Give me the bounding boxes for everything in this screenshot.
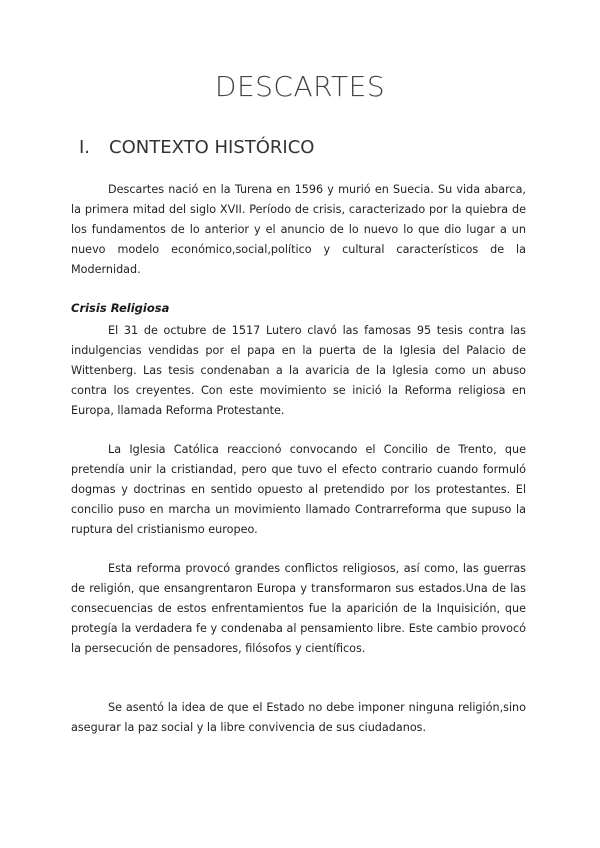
paragraph-contrarreforma: La Iglesia Católica reaccionó convocando el Concilio de Trento, que pretendía unir la cristiandad, pero que tuvo el efecto contrario cuando formuló dogmas y doctrinas en sentido opuesto al pretendido por los protestantes. El concilio puso en marcha un movimiento llamado Contrarreforma que supuso la ruptura del cristianismo europeo.: [71, 443, 526, 536]
section-heading: [79, 137, 314, 158]
document-title: DESCARTES: [214, 70, 386, 103]
intro-paragraph: Descartes nació en la Turena en 1596 y murió en Suecia. Su vida abarca, la primera mitad del siglo XVII. Período de crisis, caracterizado por la quiebra de los fundamentos de lo anterior y el anuncio de lo nuevo lo que dio lugar a un nuevo modelo económico,social,político y cultural característicos de la Modernidad.: [71, 183, 526, 276]
paragraph-conflictos: Esta reforma provocó grandes conflictos religiosos, así como, las guerras de religión, que ensangrentaron Europa y transformaron sus estados.Una de las consecuencias de estos enfrentamientos fue la aparición de la Inquisición, que protegía la verdadera fe y condenaba al pensamiento libre. Este cambio provocó la persecución de pensadores, filósofos y científicos.: [71, 562, 526, 655]
subheading-crisis-religiosa: Crisis Religiosa: [71, 301, 170, 315]
paragraph-estado: Se asentó la idea de que el Estado no debe imponer ninguna religión,sino asegurar la paz social y la libre convivencia de sus ciudadanos.: [71, 701, 526, 734]
section-number: I.: [79, 137, 91, 158]
section-title: CONTEXTO HISTÓRICO: [109, 137, 315, 158]
paragraph-reforma: El 31 de octubre de 1517 Lutero clavó las famosas 95 tesis contra las indulgencias vendidas por el papa en la puerta de la Iglesia del Palacio de Wittenberg. Las tesis condenaban a la avaricia de la Iglesia como un abuso contra los creyentes. Con este movimiento se inició la Reforma religiosa en Europa, llamada Reforma Protestante.: [71, 324, 526, 417]
